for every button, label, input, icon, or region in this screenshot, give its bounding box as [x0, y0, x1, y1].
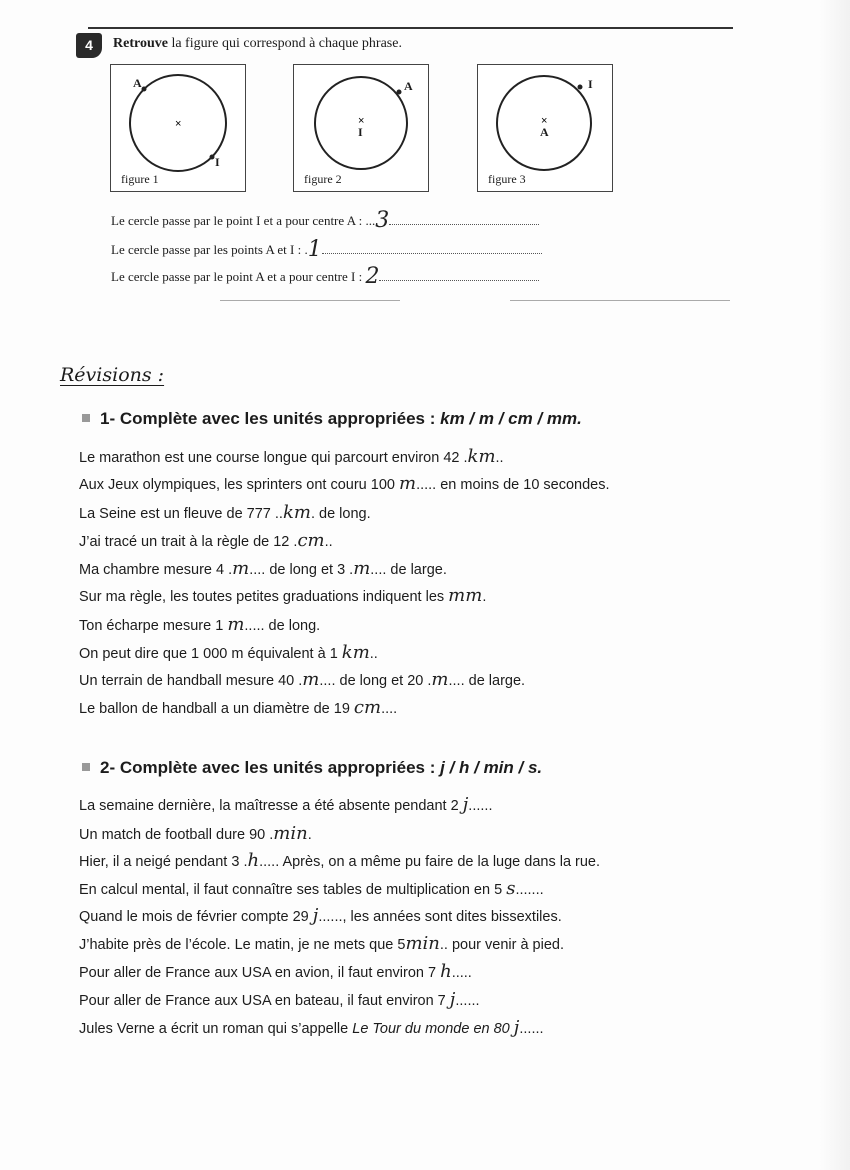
handwritten-answer: h	[247, 850, 260, 871]
point-a-label: A	[404, 79, 413, 93]
instruction-rest: la figure qui correspond à chaque phrase.	[167, 36, 402, 51]
unit-line	[79, 585, 486, 606]
revisions-heading: Révisions :	[60, 364, 165, 386]
unit-line	[79, 905, 562, 926]
line-text-after: ......	[519, 1021, 544, 1037]
section-units: j / h / min / s.	[440, 758, 543, 777]
line-text-after: .	[307, 827, 312, 843]
unit-line	[79, 473, 610, 494]
handwritten-answer: cm	[297, 530, 325, 551]
line-text: J’habite près de l’école. Le matin, je ne mets que 5	[79, 937, 406, 953]
line-text: Le marathon est une course longue qui parcourt environ 42 .	[79, 450, 468, 466]
handwritten-answer: 2	[365, 264, 380, 289]
handwritten-answer: min	[273, 823, 308, 844]
unit-line	[79, 989, 480, 1010]
line-text-after: ......	[455, 993, 480, 1009]
svg-text:×: ×	[358, 115, 365, 127]
unit-line	[79, 697, 397, 718]
handwritten-answer: j	[513, 1017, 520, 1038]
line-text: Aux Jeux olympiques, les sprinters ont couru 100	[79, 477, 399, 493]
line-text-after: .	[482, 589, 487, 605]
unit-line	[79, 961, 472, 982]
line-text: Un terrain de handball mesure 40 .	[79, 673, 303, 689]
svg-text:×: ×	[541, 115, 548, 127]
book-title: Le Tour du monde en 80	[352, 1021, 514, 1037]
handwritten-answer: km	[341, 642, 370, 663]
separator-line	[220, 300, 400, 301]
line-text: Sur ma règle, les toutes petites graduations indiquent les	[79, 589, 449, 605]
handwritten-answer: min	[405, 933, 440, 954]
separator-line	[510, 300, 730, 301]
unit-line	[79, 530, 333, 551]
line-text-after: ..... en moins de 10 secondes.	[416, 477, 610, 493]
sentence-3	[111, 262, 539, 287]
handwritten-answer: m	[398, 473, 417, 494]
handwritten-answer: j	[449, 989, 456, 1010]
answer-dots	[379, 270, 539, 281]
figure-3-label: figure 3	[488, 172, 526, 186]
handwritten-answer: 3	[375, 208, 390, 233]
line-text: Hier, il a neigé pendant 3 .	[79, 854, 248, 870]
line-text-after: ..... Après, on a même pu faire de la luge dans la rue.	[259, 854, 601, 870]
exercise-instruction	[113, 36, 402, 52]
unit-line	[79, 614, 320, 635]
handwritten-answer: cm	[353, 697, 382, 718]
sentence-prefix-dots: ...	[365, 213, 376, 228]
line-text-after: ..	[495, 450, 504, 466]
unit-line	[79, 558, 447, 579]
point-i-label: I	[358, 125, 363, 139]
unit-line	[79, 850, 600, 871]
unit-line	[79, 878, 544, 899]
answer-dots	[322, 243, 542, 254]
unit-line	[79, 823, 312, 844]
sentence-text: Le cercle passe par le point A et a pour centre I :	[111, 269, 366, 284]
exercise-number-badge: 4	[76, 33, 102, 58]
line-text: Pour aller de France aux USA en avion, il faut environ 7	[79, 965, 441, 981]
line-text-after: .......	[515, 882, 544, 898]
unit-line	[79, 642, 378, 663]
figure-1	[110, 64, 246, 192]
line-text-after: ..	[324, 534, 333, 550]
line-text-after: ..... de long.	[244, 618, 321, 634]
line-text: La Seine est un fleuve de 777 ..	[79, 506, 283, 522]
line-text-after: .....	[451, 965, 472, 981]
unit-line	[79, 794, 492, 815]
handwritten-answer: m	[302, 669, 320, 690]
line-text: On peut dire que 1 000 m équivalent à 1	[79, 646, 342, 662]
section-title-text: 2- Complète avec les unités appropriées :	[100, 758, 441, 777]
line-text-after: .... de long et 3 .	[249, 562, 354, 578]
figure-1-label: figure 1	[121, 172, 159, 186]
line-text: J’ai tracé un trait à la règle de 12 .	[79, 534, 298, 550]
handwritten-answer: 1	[307, 237, 322, 262]
unit-line	[79, 446, 504, 467]
section-bullet	[82, 763, 90, 771]
unit-line	[79, 1017, 544, 1038]
sentence-2	[111, 235, 542, 260]
line-text: Quand le mois de février compte 29	[79, 909, 313, 925]
line-text-after: . de long.	[310, 506, 371, 522]
sentence-1	[111, 206, 539, 231]
line-text-after: ..	[369, 646, 378, 662]
exercise-top-rule	[88, 27, 733, 29]
section-title-text: 1- Complète avec les unités appropriées :	[100, 409, 441, 428]
section-bullet	[82, 414, 90, 422]
handwritten-answer: mm	[448, 585, 483, 606]
handwritten-answer: s	[506, 878, 516, 899]
line-text: Ton écharpe mesure 1	[79, 618, 228, 634]
handwritten-answer-2: m	[353, 558, 371, 579]
line-text: En calcul mental, il faut connaître ses tables de multiplication en 5	[79, 882, 507, 898]
line-text: Jules Verne a écrit un roman qui s’appelle	[79, 1021, 353, 1037]
line-text-after: .... de long et 20 .	[319, 673, 432, 689]
sentence-text: Le cercle passe par les points A et I :	[111, 242, 305, 257]
instruction-bold: Retrouve	[113, 36, 168, 51]
line-text-after-2: .... de large.	[448, 673, 526, 689]
svg-text:×: ×	[175, 118, 182, 130]
line-text-after: ......, les années sont dites bissextiles.	[318, 909, 562, 925]
section-2-title	[82, 758, 542, 778]
handwritten-answer-2: m	[431, 669, 449, 690]
unit-line	[79, 933, 564, 954]
line-text: Le ballon de handball a un diamètre de 19	[79, 701, 354, 717]
handwritten-answer: m	[227, 614, 245, 635]
point-a-label: A	[133, 76, 142, 90]
section-1-title	[82, 409, 582, 429]
handwritten-answer: j	[462, 794, 469, 815]
line-text-after-2: .... de large.	[370, 562, 447, 578]
figure-2	[293, 64, 429, 192]
figure-2-label: figure 2	[304, 172, 342, 186]
point-a-label: A	[540, 125, 549, 139]
handwritten-answer: j	[312, 905, 319, 926]
handwritten-answer: km	[467, 446, 496, 467]
figure-3	[477, 64, 613, 192]
line-text: Un match de football dure 90 .	[79, 827, 274, 843]
handwritten-answer: m	[232, 558, 250, 579]
line-text-after: .. pour venir à pied.	[439, 937, 565, 953]
line-text-after: ......	[468, 798, 493, 814]
section-units: km / m / cm / mm.	[440, 409, 582, 428]
line-text: Ma chambre mesure 4 .	[79, 562, 233, 578]
point-i-label: I	[215, 155, 220, 169]
unit-line	[79, 669, 525, 690]
sentence-prefix-dots: .	[304, 242, 308, 257]
line-text-after: ....	[381, 701, 398, 717]
answer-dots	[389, 214, 539, 225]
page-edge-shadow	[820, 0, 850, 1170]
point-i-label: I	[588, 77, 593, 91]
line-text: La semaine dernière, la maîtresse a été absente pendant 2	[79, 798, 463, 814]
line-text: Pour aller de France aux USA en bateau, il faut environ 7	[79, 993, 450, 1009]
unit-line	[79, 502, 371, 523]
handwritten-answer: h	[440, 961, 452, 982]
sentence-text: Le cercle passe par le point I et a pour centre A :	[111, 213, 366, 228]
handwritten-answer: km	[282, 502, 311, 523]
